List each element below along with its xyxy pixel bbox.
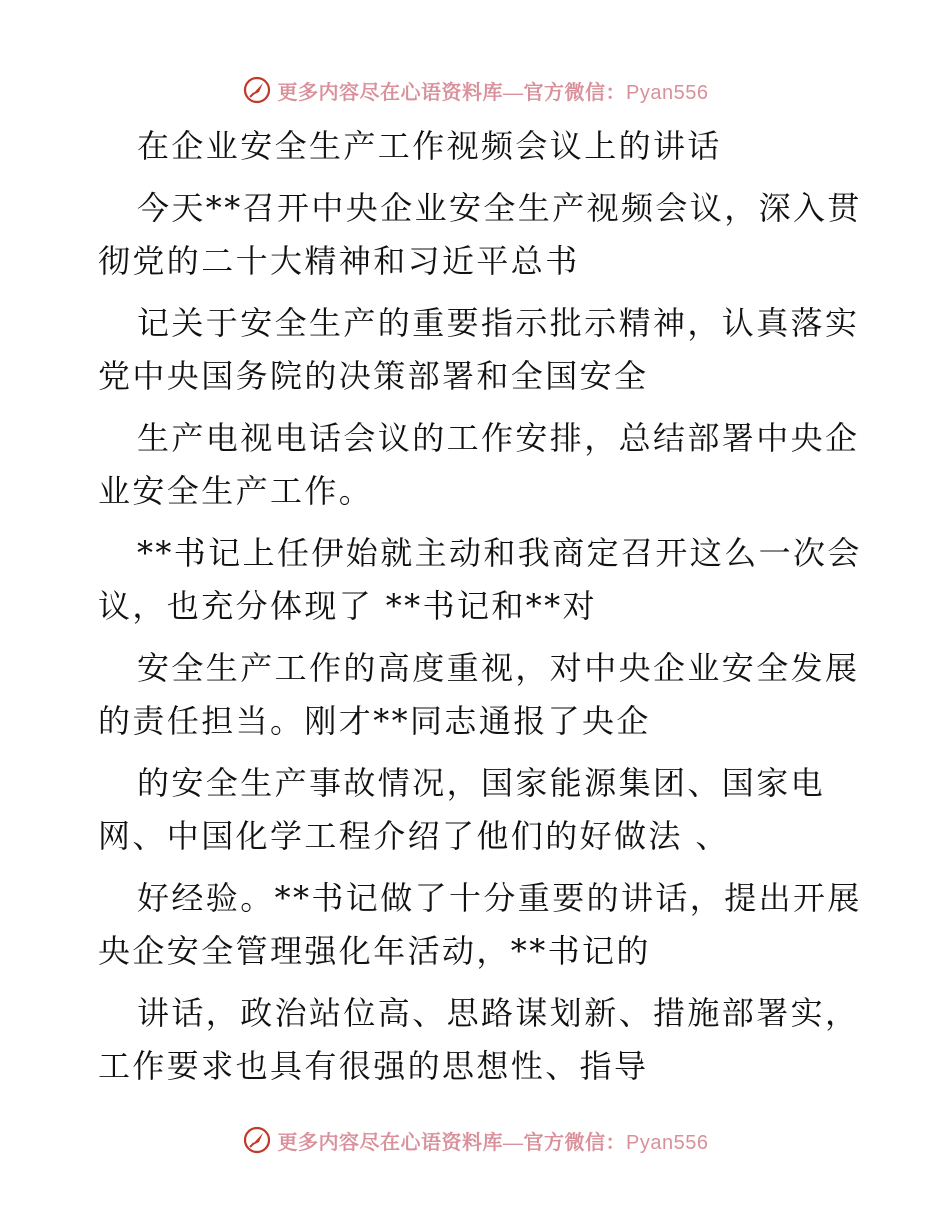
- paragraph-line: 讲话，政治站位高、思路谋划新、措施部署实，: [137, 994, 860, 1032]
- paragraph-line: 生产电视电话会议的工作安排，总结部署中央企: [137, 419, 860, 457]
- paragraph-line: 党中央国务院的决策部署和全国安全: [98, 357, 649, 395]
- paragraph-line: 记关于安全生产的重要指示批示精神，认真落实: [137, 304, 860, 342]
- paragraph-line: 的责任担当。刚才**同志通报了央企: [98, 702, 651, 740]
- paragraph-line: 安全生产工作的高度重视，对中央企业安全发展: [137, 649, 860, 687]
- paragraph-line: 网、中国化学工程介绍了他们的好做法 、: [98, 817, 730, 855]
- document-title: 在企业安全生产工作视频会议上的讲话: [137, 127, 722, 165]
- quill-logo-icon: [242, 1125, 272, 1155]
- footer-banner-text: 更多内容尽在心语资料库—官方微信：Pyan556: [277, 1131, 709, 1154]
- paragraph-line: 工作要求也具有很强的思想性、指导: [98, 1047, 649, 1085]
- paragraph-line: 今天**召开中央企业安全生产视频会议，深入贯: [137, 189, 862, 227]
- paragraph-line: 议，也充分体现了 **书记和**对: [98, 587, 597, 625]
- paragraph-line: 的安全生产事故情况，国家能源集团、国家电: [137, 764, 826, 802]
- paragraph-line: 业安全生产工作。: [98, 472, 374, 510]
- header-banner: [0, 70, 950, 110]
- paragraph-line: 好经验。**书记做了十分重要的讲话，提出开展: [137, 879, 862, 917]
- footer-banner: [0, 1120, 950, 1160]
- paragraph-line: **书记上任伊始就主动和我商定召开这么一次会: [137, 534, 862, 572]
- paragraph-line: 央企安全管理强化年活动，**书记的: [98, 932, 651, 970]
- quill-logo-icon: [242, 75, 272, 105]
- header-banner-text: 更多内容尽在心语资料库—官方微信：Pyan556: [277, 81, 709, 104]
- paragraph-line: 彻党的二十大精神和习近平总书: [98, 242, 580, 280]
- footer-banner-handle: Pyan556: [626, 1131, 709, 1154]
- header-banner-handle: Pyan556: [626, 81, 709, 104]
